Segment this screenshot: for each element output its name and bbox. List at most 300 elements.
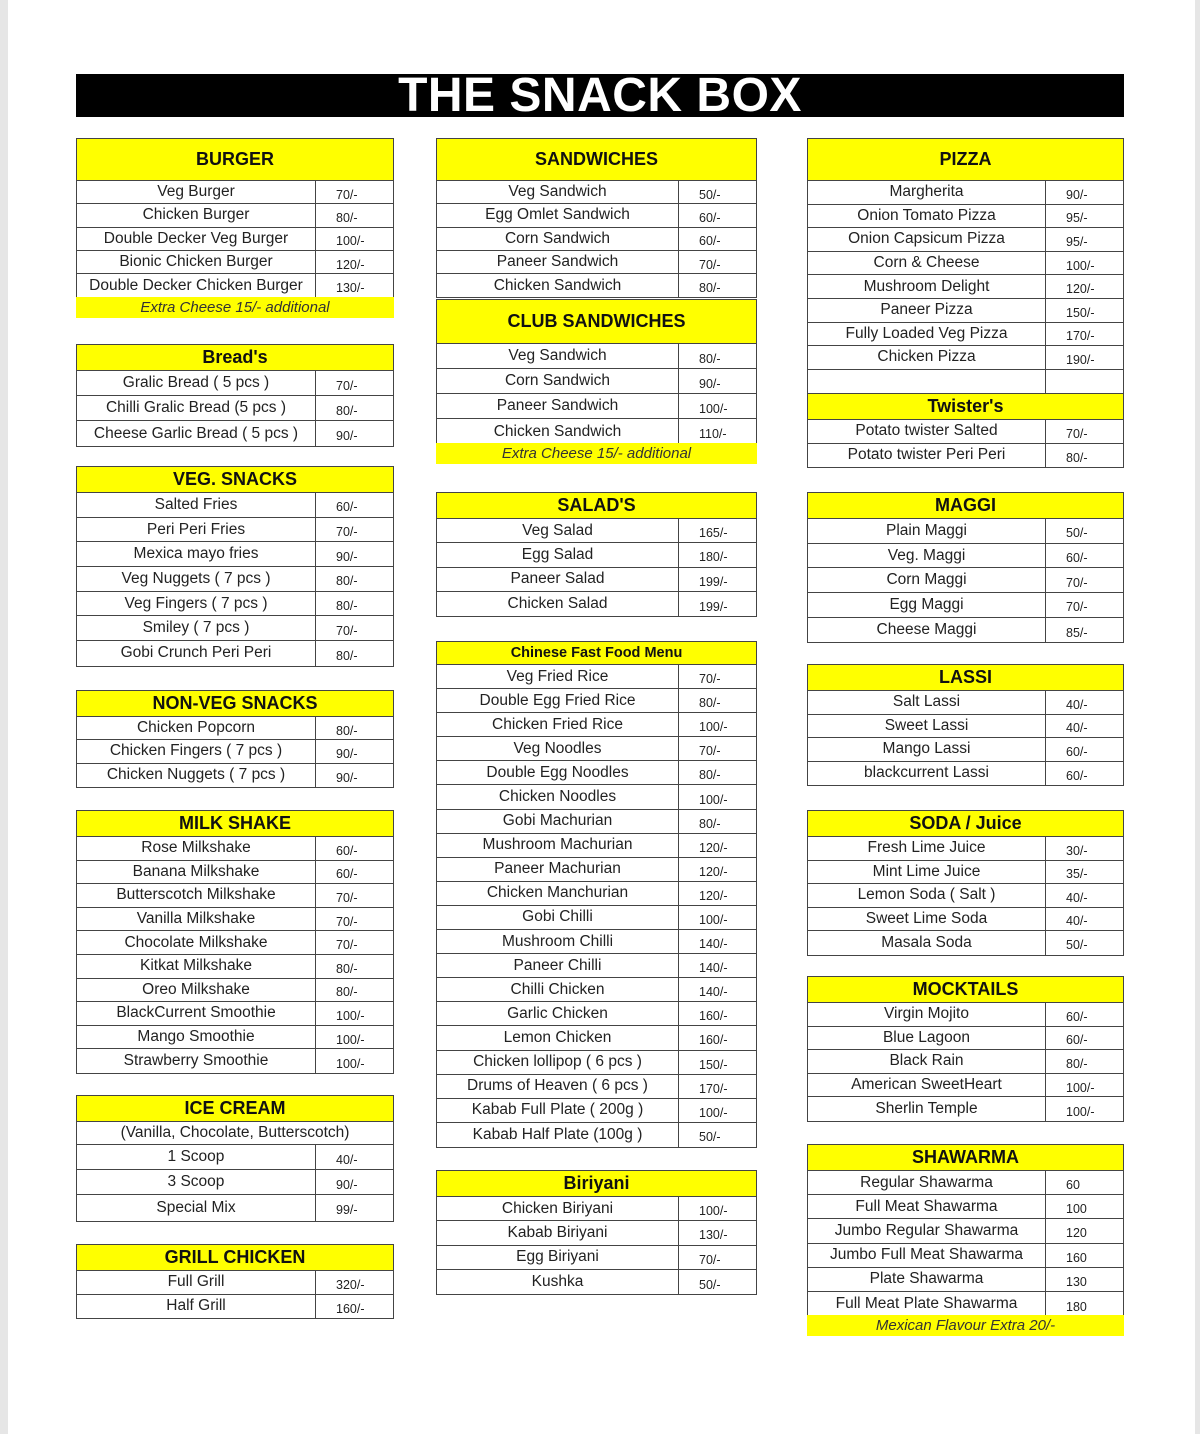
menu-item-price: 320/- bbox=[336, 1277, 365, 1292]
menu-item-name: Cheese Garlic Bread ( 5 pcs ) bbox=[77, 421, 316, 446]
menu-item-name: Half Grill bbox=[77, 1295, 316, 1319]
menu-item-name: Jumbo Full Meat Shawarma bbox=[808, 1244, 1046, 1267]
section-title: ICE CREAM bbox=[77, 1096, 393, 1122]
menu-item-name: Peri Peri Fries bbox=[77, 518, 316, 542]
menu-item-name: 3 Scoop bbox=[77, 1170, 316, 1194]
menu-item-price: 160/- bbox=[336, 1301, 365, 1316]
menu-item-name: Veg Noodles bbox=[437, 737, 679, 760]
section-veg-snacks bbox=[76, 466, 394, 667]
menu-item-price: 70/- bbox=[1066, 600, 1088, 615]
menu-item-price: 80/- bbox=[336, 985, 358, 1000]
menu-item-row bbox=[808, 275, 1123, 299]
menu-item-row bbox=[437, 204, 756, 227]
menu-item-row bbox=[77, 717, 393, 740]
section-subtitle bbox=[77, 1122, 393, 1145]
menu-item-name: Paneer Machurian bbox=[437, 858, 679, 881]
menu-item-name: Sweet Lime Soda bbox=[808, 908, 1046, 931]
menu-item-price: 100/- bbox=[1066, 1104, 1095, 1119]
menu-item-price: 70/- bbox=[336, 890, 358, 905]
menu-item-name: Mushroom Chilli bbox=[437, 930, 679, 953]
menu-item-price: 120 bbox=[1066, 1226, 1087, 1241]
menu-item-row bbox=[808, 420, 1123, 444]
section-title: MILK SHAKE bbox=[77, 811, 393, 837]
menu-item-name: Mango Smoothie bbox=[77, 1026, 316, 1049]
menu-item-name: Gobi Crunch Peri Peri bbox=[77, 641, 316, 666]
section-title: Chinese Fast Food Menu bbox=[437, 642, 756, 665]
menu-item-name: Potato twister Peri Peri bbox=[808, 444, 1046, 468]
menu-item-name: Plain Maggi bbox=[808, 519, 1046, 543]
menu-item-price: 90/- bbox=[336, 429, 358, 443]
menu-item-row bbox=[437, 1075, 756, 1099]
menu-item-price: 130 bbox=[1066, 1274, 1087, 1289]
section-title: VEG. SNACKS bbox=[77, 467, 393, 493]
menu-item-row bbox=[808, 346, 1123, 370]
menu-item-price: 60/- bbox=[699, 210, 721, 225]
menu-item-name: Drums of Heaven ( 6 pcs ) bbox=[437, 1075, 679, 1098]
section-nonveg-snacks bbox=[76, 690, 394, 788]
menu-item-price: 50/- bbox=[1066, 938, 1088, 953]
section-subtitle-text: (Vanilla, Chocolate, Butterscotch) bbox=[120, 1124, 350, 1141]
menu-item-row bbox=[808, 181, 1123, 205]
menu-item-price: 80/- bbox=[336, 648, 358, 663]
section-title: CLUB SANDWICHES bbox=[437, 300, 756, 344]
menu-item-price: 40/- bbox=[1066, 721, 1088, 736]
menu-item-name: Kitkat Milkshake bbox=[77, 955, 316, 978]
menu-item-name: Mushroom Machurian bbox=[437, 834, 679, 857]
menu-item-row bbox=[808, 568, 1123, 593]
menu-item-row bbox=[808, 908, 1123, 932]
menu-item-name: Egg Salad bbox=[437, 543, 679, 566]
menu-item-price: 70/- bbox=[699, 1252, 721, 1267]
menu-item-row bbox=[808, 593, 1123, 618]
menu-item-name: Double Decker Veg Burger bbox=[77, 228, 316, 250]
menu-item-price: 30/- bbox=[1066, 843, 1088, 858]
menu-item-row bbox=[808, 444, 1123, 468]
menu-item-row bbox=[437, 181, 756, 204]
menu-item-price: 100/- bbox=[699, 912, 728, 927]
menu-item-name: blackcurrent Lassi bbox=[808, 762, 1046, 786]
section-title: Biriyani bbox=[437, 1171, 756, 1197]
menu-item-name: Full Meat Shawarma bbox=[808, 1195, 1046, 1218]
menu-item-name: Double Decker Chicken Burger bbox=[77, 274, 316, 297]
menu-item-name: Masala Soda bbox=[808, 931, 1046, 955]
menu-item-row bbox=[77, 1295, 393, 1319]
menu-item-name: Butterscotch Milkshake bbox=[77, 884, 316, 907]
menu-item-price: 190/- bbox=[1066, 352, 1095, 367]
section-title: NON-VEG SNACKS bbox=[77, 691, 393, 717]
menu-item-name: Chicken Sandwich bbox=[437, 419, 679, 444]
menu-item-price: 165/- bbox=[699, 526, 728, 541]
menu-item-price: 199/- bbox=[699, 574, 728, 589]
menu-item-row bbox=[437, 665, 756, 689]
menu-item-name: American SweetHeart bbox=[808, 1074, 1046, 1097]
section-biriyani bbox=[436, 1170, 757, 1295]
menu-item-price: 80/- bbox=[1066, 1056, 1088, 1071]
menu-item-row bbox=[77, 371, 393, 396]
menu-item-row bbox=[808, 837, 1123, 861]
menu-item-price: 40/- bbox=[1066, 697, 1088, 712]
menu-item-row bbox=[437, 1099, 756, 1123]
menu-item-price: 60/- bbox=[1066, 551, 1088, 566]
section-soda-juice bbox=[807, 810, 1124, 956]
menu-item-row bbox=[77, 493, 393, 518]
menu-item-price: 100/- bbox=[699, 401, 728, 416]
menu-item-price: 130/- bbox=[336, 281, 365, 296]
menu-item-price: 100/- bbox=[699, 1105, 728, 1120]
menu-item-price: 90/- bbox=[336, 746, 358, 761]
menu-item-name: Potato twister Salted bbox=[808, 420, 1046, 443]
section-burger bbox=[76, 138, 394, 298]
section-note: Extra Cheese 15/- additional bbox=[436, 443, 757, 464]
menu-item-name: Chilli Gralic Bread (5 pcs ) bbox=[77, 396, 316, 420]
menu-item-price: 90/- bbox=[336, 1177, 358, 1192]
menu-item-name: Kabab Full Plate ( 200g ) bbox=[437, 1099, 679, 1122]
menu-item-row bbox=[77, 181, 393, 204]
menu-item-price: 40/- bbox=[1066, 914, 1088, 929]
section-title: MOCKTAILS bbox=[808, 977, 1123, 1003]
menu-item-name: Salted Fries bbox=[77, 493, 316, 517]
menu-item-name: Lemon Soda ( Salt ) bbox=[808, 884, 1046, 907]
menu-item-row bbox=[77, 1195, 393, 1220]
menu-item-price: 70/- bbox=[1066, 575, 1088, 590]
menu-item-name: Chicken Popcorn bbox=[77, 717, 316, 739]
section-maggi bbox=[807, 492, 1124, 643]
menu-item-price: 70/- bbox=[336, 938, 358, 953]
menu-item-row bbox=[77, 204, 393, 227]
menu-item-name: Veg Fingers ( 7 pcs ) bbox=[77, 592, 316, 616]
menu-item-name: Kushka bbox=[437, 1270, 679, 1294]
menu-item-price: 60/- bbox=[1066, 768, 1088, 783]
menu-item-price: 85/- bbox=[1066, 625, 1088, 640]
menu-item-name: Chicken Biriyani bbox=[437, 1197, 679, 1220]
menu-item-row bbox=[77, 542, 393, 567]
menu-item-price: 120/- bbox=[699, 864, 728, 879]
menu-item-name: Regular Shawarma bbox=[808, 1171, 1046, 1194]
menu-item-name: Cheese Maggi bbox=[808, 618, 1046, 643]
menu-item-price: 110/- bbox=[699, 427, 727, 441]
menu-item-row bbox=[437, 251, 756, 274]
menu-item-price: 99/- bbox=[336, 1203, 358, 1218]
menu-item-price: 80/- bbox=[336, 723, 358, 738]
menu-item-row bbox=[77, 1026, 393, 1050]
menu-item-name: BlackCurrent Smoothie bbox=[77, 1002, 316, 1025]
menu-item-name: Oreo Milkshake bbox=[77, 979, 316, 1002]
menu-item-name: Paneer Chilli bbox=[437, 954, 679, 977]
menu-item-row bbox=[77, 955, 393, 979]
menu-item-price bbox=[1046, 370, 1123, 394]
menu-item-name: Margherita bbox=[808, 181, 1046, 204]
menu-item-name: Chicken Salad bbox=[437, 592, 679, 616]
menu-item-price: 60 bbox=[1066, 1178, 1080, 1193]
menu-item-price: 100/- bbox=[336, 1056, 365, 1071]
menu-item-name: Gobi Machurian bbox=[437, 810, 679, 833]
menu-item-row bbox=[808, 931, 1123, 955]
menu-item-price: 35/- bbox=[1066, 867, 1088, 882]
menu-item-name: Vanilla Milkshake bbox=[77, 908, 316, 931]
menu-item-price: 160 bbox=[1066, 1250, 1087, 1265]
menu-item-name: Mango Lassi bbox=[808, 738, 1046, 761]
menu-item-row bbox=[808, 544, 1123, 569]
menu-item-row bbox=[437, 810, 756, 834]
menu-item-row bbox=[808, 370, 1123, 394]
menu-item-row bbox=[437, 1221, 756, 1245]
menu-item-row bbox=[808, 228, 1123, 252]
menu-item-price: 80/- bbox=[699, 351, 721, 366]
menu-item-price: 50/- bbox=[699, 187, 721, 202]
menu-item-row bbox=[808, 618, 1123, 643]
menu-item-name: Egg Maggi bbox=[808, 593, 1046, 617]
menu-item-row bbox=[808, 205, 1123, 229]
menu-item-name: Chicken Pizza bbox=[808, 346, 1046, 369]
menu-item-price: 140/- bbox=[699, 961, 728, 976]
menu-item-price: 60/- bbox=[1066, 1033, 1088, 1048]
menu-item-name: Chicken lollipop ( 6 pcs ) bbox=[437, 1051, 679, 1074]
menu-item-price: 80/- bbox=[336, 599, 358, 614]
menu-item-row bbox=[808, 1003, 1123, 1027]
section-grill-chicken bbox=[76, 1244, 394, 1319]
menu-item-price: 70/- bbox=[699, 744, 721, 759]
menu-title: THE SNACK BOX bbox=[76, 74, 1124, 117]
menu-item-name: Strawberry Smoothie bbox=[77, 1049, 316, 1073]
menu-item-row bbox=[437, 1002, 756, 1026]
menu-item-row bbox=[77, 979, 393, 1003]
menu-item-name: Smiley ( 7 pcs ) bbox=[77, 616, 316, 640]
menu-item-price: 50/- bbox=[699, 1130, 721, 1145]
menu-item-row bbox=[437, 713, 756, 737]
menu-item-name: Garlic Chicken bbox=[437, 1002, 679, 1025]
menu-item-name: Gralic Bread ( 5 pcs ) bbox=[77, 371, 316, 395]
menu-item-name: Paneer Sandwich bbox=[437, 394, 679, 418]
menu-item-row bbox=[437, 1123, 756, 1147]
menu-item-price: 100/- bbox=[1066, 1080, 1095, 1095]
menu-item-price: 100/- bbox=[336, 1032, 365, 1047]
menu-item-name: Double Egg Noodles bbox=[437, 761, 679, 784]
menu-item-name: Chicken Fingers ( 7 pcs ) bbox=[77, 740, 316, 762]
menu-item-name: Onion Tomato Pizza bbox=[808, 205, 1046, 228]
menu-item-price: 130/- bbox=[699, 1228, 728, 1243]
menu-item-row bbox=[77, 1170, 393, 1195]
menu-item-row bbox=[437, 834, 756, 858]
menu-item-price: 180/- bbox=[699, 550, 728, 565]
menu-item-row bbox=[437, 689, 756, 713]
menu-item-price: 100 bbox=[1066, 1202, 1087, 1217]
menu-item-price: 160/- bbox=[699, 1009, 728, 1024]
menu-item-name: Fully Loaded Veg Pizza bbox=[808, 323, 1046, 346]
menu-item-row bbox=[77, 518, 393, 543]
menu-item-price: 180 bbox=[1066, 1299, 1087, 1314]
menu-item-name: Salt Lassi bbox=[808, 691, 1046, 714]
section-ice-cream bbox=[76, 1095, 394, 1222]
menu-item-row bbox=[808, 715, 1123, 739]
menu-item-name: Corn & Cheese bbox=[808, 252, 1046, 275]
menu-item-row bbox=[808, 252, 1123, 276]
menu-item-name: Chicken Fried Rice bbox=[437, 713, 679, 736]
menu-item-name: Egg Omlet Sandwich bbox=[437, 204, 679, 226]
section-lassi bbox=[807, 664, 1124, 786]
section-title: PIZZA bbox=[808, 139, 1123, 181]
menu-item-row bbox=[808, 861, 1123, 885]
menu-item-name: Full Grill bbox=[77, 1271, 316, 1294]
section-twisters bbox=[807, 393, 1124, 468]
menu-item-name: Veg Salad bbox=[437, 519, 679, 542]
menu-item-name: Rose Milkshake bbox=[77, 837, 316, 860]
menu-item-name: Paneer Sandwich bbox=[437, 251, 679, 273]
menu-item-price: 199/- bbox=[699, 599, 728, 614]
menu-item-name: Chicken Manchurian bbox=[437, 882, 679, 905]
menu-item-row bbox=[808, 738, 1123, 762]
menu-item-row bbox=[808, 1027, 1123, 1051]
menu-item-row bbox=[808, 1195, 1123, 1219]
menu-item-row bbox=[437, 906, 756, 930]
menu-item-name: Special Mix bbox=[77, 1195, 316, 1220]
menu-item-row bbox=[77, 861, 393, 885]
section-chinese bbox=[436, 641, 757, 1148]
menu-item-name: Chicken Burger bbox=[77, 204, 316, 226]
menu-item-row bbox=[77, 1002, 393, 1026]
menu-item-name: Veg Sandwich bbox=[437, 181, 679, 203]
menu-item-price: 100/- bbox=[699, 1204, 728, 1219]
menu-item-row bbox=[437, 419, 756, 444]
menu-item-name: Mint Lime Juice bbox=[808, 861, 1046, 884]
section-breads bbox=[76, 344, 394, 447]
menu-item-name: Banana Milkshake bbox=[77, 861, 316, 884]
menu-item-name: Veg Fried Rice bbox=[437, 665, 679, 688]
menu-item-name: Gobi Chilli bbox=[437, 906, 679, 929]
menu-item-price: 80/- bbox=[336, 574, 358, 589]
menu-item-price: 150/- bbox=[699, 1057, 728, 1072]
menu-item-name: Mexica mayo fries bbox=[77, 542, 316, 566]
menu-item-name: Jumbo Regular Shawarma bbox=[808, 1219, 1046, 1242]
menu-item-price: 95/- bbox=[1066, 234, 1088, 249]
menu-item-row bbox=[437, 882, 756, 906]
menu-item-name: Paneer Salad bbox=[437, 568, 679, 591]
menu-item-name: Virgin Mojito bbox=[808, 1003, 1046, 1026]
menu-item-row bbox=[77, 274, 393, 297]
section-title: SHAWARMA bbox=[808, 1145, 1123, 1171]
menu-item-row bbox=[77, 764, 393, 787]
menu-item-price: 100/- bbox=[336, 234, 365, 249]
menu-item-price: 50/- bbox=[1066, 526, 1088, 541]
menu-item-row bbox=[437, 761, 756, 785]
menu-item-row bbox=[437, 568, 756, 592]
menu-item-row bbox=[77, 228, 393, 251]
menu-item-row bbox=[77, 616, 393, 641]
page-frame-left bbox=[0, 0, 8, 1434]
menu-item-row bbox=[808, 1219, 1123, 1243]
menu-item-name: Plate Shawarma bbox=[808, 1268, 1046, 1291]
menu-item-name: Corn Sandwich bbox=[437, 228, 679, 250]
menu-item-price: 120/- bbox=[699, 840, 728, 855]
menu-item-price: 60/- bbox=[336, 500, 358, 515]
menu-item-name: Veg. Maggi bbox=[808, 544, 1046, 568]
menu-item-row bbox=[808, 884, 1123, 908]
menu-item-name bbox=[808, 370, 1046, 394]
menu-item-row bbox=[808, 1097, 1123, 1121]
menu-item-price: 160/- bbox=[699, 1033, 728, 1048]
menu-item-row bbox=[808, 519, 1123, 544]
menu-item-row bbox=[437, 274, 756, 297]
section-title: SODA / Juice bbox=[808, 811, 1123, 837]
menu-item-row bbox=[808, 691, 1123, 715]
menu-item-price: 100/- bbox=[336, 1008, 365, 1023]
menu-item-row bbox=[437, 737, 756, 761]
menu-item-row bbox=[437, 1246, 756, 1270]
menu-item-price: 70/- bbox=[699, 257, 721, 272]
menu-item-price: 120/- bbox=[336, 257, 365, 272]
section-shawarma bbox=[807, 1144, 1124, 1317]
menu-item-price: 70/- bbox=[1066, 426, 1088, 441]
menu-item-price: 60/- bbox=[336, 867, 358, 882]
menu-item-name: Egg Biriyani bbox=[437, 1246, 679, 1269]
menu-item-name: 1 Scoop bbox=[77, 1145, 316, 1169]
menu-item-name: Kabab Half Plate (100g ) bbox=[437, 1123, 679, 1147]
menu-item-row bbox=[77, 837, 393, 861]
menu-item-price: 80/- bbox=[699, 696, 721, 711]
menu-item-name: Paneer Pizza bbox=[808, 299, 1046, 322]
menu-item-price: 80/- bbox=[336, 403, 358, 418]
menu-item-row bbox=[437, 1051, 756, 1075]
menu-item-name: Chilli Chicken bbox=[437, 978, 679, 1001]
menu-item-row bbox=[77, 931, 393, 955]
menu-item-price: 70/- bbox=[699, 672, 721, 687]
menu-item-row bbox=[437, 543, 756, 567]
menu-item-row bbox=[808, 762, 1123, 786]
menu-item-row bbox=[808, 1244, 1123, 1268]
menu-item-price: 80/- bbox=[336, 210, 358, 225]
menu-item-row bbox=[808, 1171, 1123, 1195]
menu-item-name: Mushroom Delight bbox=[808, 275, 1046, 298]
section-salads bbox=[436, 492, 757, 617]
menu-item-name: Double Egg Fried Rice bbox=[437, 689, 679, 712]
menu-item-row bbox=[808, 1074, 1123, 1098]
menu-item-row bbox=[77, 1049, 393, 1073]
menu-item-price: 40/- bbox=[1066, 890, 1088, 905]
menu-item-price: 60/- bbox=[336, 843, 358, 858]
menu-item-row bbox=[77, 1271, 393, 1295]
menu-item-row bbox=[77, 740, 393, 763]
section-title: LASSI bbox=[808, 665, 1123, 691]
menu-item-name: Chicken Noodles bbox=[437, 785, 679, 808]
menu-item-name: Black Rain bbox=[808, 1050, 1046, 1073]
menu-item-name: Chicken Sandwich bbox=[437, 274, 679, 297]
section-pizza bbox=[807, 138, 1124, 394]
menu-item-name: Sweet Lassi bbox=[808, 715, 1046, 738]
menu-item-row bbox=[437, 1270, 756, 1294]
menu-item-row bbox=[437, 930, 756, 954]
menu-item-price: 90/- bbox=[699, 376, 721, 391]
menu-item-price: 100/- bbox=[699, 720, 728, 735]
menu-item-price: 80/- bbox=[699, 816, 721, 831]
menu-item-name: Veg Nuggets ( 7 pcs ) bbox=[77, 567, 316, 591]
section-title: SANDWICHES bbox=[437, 139, 756, 181]
section-milk-shake bbox=[76, 810, 394, 1074]
menu-item-row bbox=[77, 1145, 393, 1170]
menu-item-price: 70/- bbox=[336, 378, 358, 393]
menu-item-price: 70/- bbox=[336, 914, 358, 929]
menu-item-row bbox=[437, 1197, 756, 1221]
menu-item-row bbox=[437, 1026, 756, 1050]
menu-item-price: 70/- bbox=[336, 187, 358, 202]
menu-item-price: 140/- bbox=[699, 937, 728, 952]
section-title: SALAD'S bbox=[437, 493, 756, 519]
menu-item-name: Lemon Chicken bbox=[437, 1026, 679, 1049]
section-sandwiches bbox=[436, 138, 757, 298]
menu-item-price: 100/- bbox=[699, 792, 728, 807]
menu-item-price: 50/- bbox=[699, 1277, 721, 1292]
menu-item-name: Veg Sandwich bbox=[437, 344, 679, 368]
menu-item-row bbox=[808, 1268, 1123, 1292]
menu-item-row bbox=[808, 299, 1123, 323]
